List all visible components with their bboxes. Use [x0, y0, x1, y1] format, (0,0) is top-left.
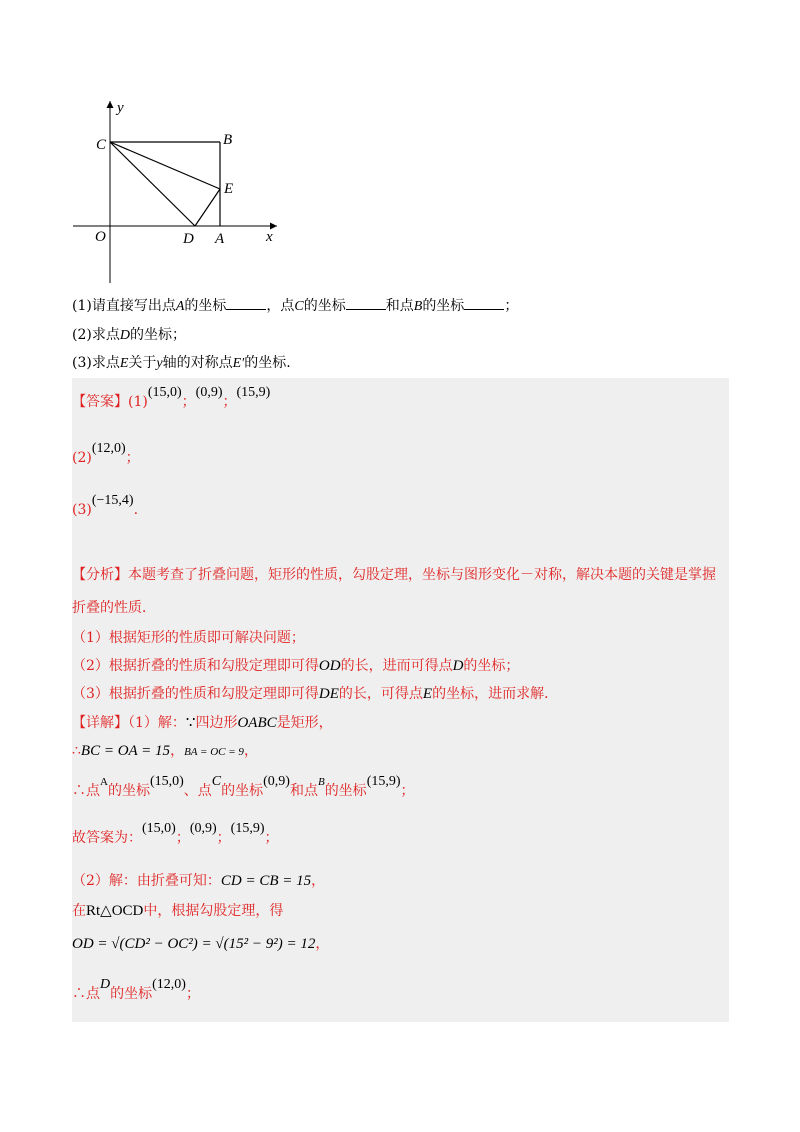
math-bc-eq: BC = OA = 15: [80, 743, 171, 759]
detail-line-4: [72, 821, 279, 849]
point-a: A: [100, 776, 108, 788]
q2-text: 的坐标；: [129, 327, 186, 343]
detail-line-7: [72, 934, 329, 954]
answer-blank-b: [464, 297, 504, 310]
answer-line-2: [72, 441, 140, 469]
separator: ，: [315, 936, 330, 952]
q1-text: 的坐标: [184, 298, 227, 314]
separator: ；: [185, 986, 200, 1002]
separator: ，: [243, 743, 258, 759]
detail-text: 在: [72, 903, 86, 919]
coord-b: (15,9): [236, 385, 271, 400]
detail-line-5: [72, 871, 325, 891]
detail-tag: 【详解】: [72, 715, 128, 731]
segment-cd: [110, 142, 195, 226]
rectangle-fold-diagram: [65, 95, 285, 285]
y-axis-arrow: [107, 101, 114, 108]
math-od: OD: [318, 658, 341, 674]
analysis-tag: 【分析】: [72, 567, 128, 583]
label-b: B: [223, 132, 233, 148]
answer-line-3: [72, 493, 139, 521]
answer-blank-a: [226, 297, 266, 310]
math-triangle-ocd: Rt△OCD: [86, 903, 144, 919]
label-d: D: [183, 231, 194, 247]
segment-ce: [110, 142, 220, 189]
solution-panel: [72, 378, 729, 1022]
because-symbol: ∵: [185, 715, 196, 731]
detail-text: ∴点: [72, 783, 100, 799]
analysis-text: （2）根据折叠的性质和勾股定理即可得: [72, 658, 319, 674]
separator: ；: [125, 450, 140, 466]
analysis-line-1: [72, 565, 716, 585]
q1-text: 和点: [385, 298, 414, 314]
label-a: A: [215, 231, 225, 247]
label-y: y: [117, 100, 124, 116]
answer-1-prefix: (1): [128, 394, 148, 410]
analysis-text: 本题考查了折叠问题，矩形的性质，勾股定理，坐标与图形变化－对称，解决本题的关键是掌握: [128, 567, 716, 583]
coord-b: (15,9): [230, 821, 265, 836]
detail-text: 的坐标: [324, 783, 367, 799]
analysis-line-5: [72, 684, 558, 704]
analysis-line-4: [72, 656, 519, 676]
detail-text: （2）解：由折叠可知：: [72, 873, 221, 889]
math-de: DE: [318, 686, 339, 702]
math-pythagoras: OD = √(CD² − OC²) = √(15² − 9²) = 12: [72, 936, 316, 952]
label-o: O: [95, 229, 106, 245]
point-b: B: [317, 776, 325, 788]
therefore-symbol: ∴: [72, 743, 81, 759]
point-d: D: [100, 977, 111, 992]
q1-text: 的坐标: [303, 298, 346, 314]
q3-text: 关于: [128, 355, 157, 371]
analysis-text: 的长，可得点: [338, 686, 423, 702]
q3-text: 轴的对称点: [162, 355, 233, 371]
detail-text: 和点: [289, 783, 318, 799]
math-oabc: OABC: [237, 715, 277, 731]
separator: .: [133, 502, 139, 518]
analysis-text: 的长，进而可得点: [340, 658, 453, 674]
analysis-line-3: [72, 628, 305, 648]
segment-de: [195, 189, 220, 226]
separator: ；: [264, 830, 279, 846]
analysis-text: 折叠的性质．: [72, 600, 156, 616]
coordinate-figure: [65, 95, 285, 285]
coord-d: (12,0): [152, 977, 186, 992]
detail-text: ∴点: [72, 986, 100, 1002]
detail-line-6: [72, 901, 283, 921]
detail-text: 、点: [183, 783, 212, 799]
coord-c: (0,9): [189, 821, 217, 836]
q1-point-b: B: [413, 299, 423, 314]
answer-line-1: [72, 385, 271, 413]
question-2: [72, 326, 186, 345]
q3-text: 的坐标.: [244, 355, 291, 371]
q3-y: y: [156, 356, 163, 371]
separator: ，: [170, 743, 185, 759]
detail-text: 的坐标: [221, 783, 264, 799]
answer-blank-c: [346, 297, 386, 310]
q1-point-c: C: [294, 299, 304, 314]
analysis-text: 的坐标；: [463, 658, 520, 674]
coord-e-prime: (−15,4): [91, 493, 134, 508]
coord-c: (0,9): [263, 774, 290, 789]
detail-text: （1）解：: [128, 715, 186, 731]
detail-text: 是矩形，: [276, 715, 333, 731]
analysis-text: 的坐标，进而求解．: [432, 686, 559, 702]
detail-line-1: [72, 713, 333, 733]
answer-2-prefix: (2): [72, 450, 92, 466]
q2-text: (2)求点: [72, 327, 120, 343]
answer-3-prefix: (3): [72, 502, 92, 518]
detail-line-3: [72, 774, 415, 802]
label-c: C: [96, 137, 107, 153]
q1-text: ，点: [266, 298, 295, 314]
separator: ；: [181, 394, 196, 410]
coord-a: (15,0): [147, 385, 182, 400]
analysis-line-2: [72, 598, 156, 618]
coord-a: (15,0): [149, 774, 184, 789]
math-e: E: [422, 686, 433, 702]
separator: ，: [311, 873, 326, 889]
q3-point-e: E: [119, 356, 129, 371]
label-e: E: [224, 181, 234, 197]
detail-text: 四边形: [195, 715, 238, 731]
q2-point-d: D: [119, 328, 130, 343]
analysis-text: （1）根据矩形的性质即可解决问题；: [72, 630, 305, 646]
question-1: [72, 297, 518, 316]
separator: ；: [222, 394, 237, 410]
q3-text: (3)求点: [72, 355, 120, 371]
math-d: D: [452, 658, 464, 674]
label-x: x: [266, 229, 273, 245]
detail-text: 中，根据勾股定理，得: [143, 903, 284, 919]
question-3: [72, 354, 291, 373]
analysis-text: （3）根据折叠的性质和勾股定理即可得: [72, 686, 319, 702]
q1-text: (1)请直接写出点: [72, 298, 176, 314]
detail-line-2: [72, 741, 258, 762]
coord-a: (15,0): [142, 821, 176, 836]
separator: ；: [400, 783, 415, 799]
math-cd-eq: CD = CB = 15: [220, 873, 312, 889]
q3-point-e-prime: E′: [232, 356, 245, 371]
answer-tag: 【答案】: [72, 394, 128, 410]
coord-c: (0,9): [195, 385, 223, 400]
q1-text: 的坐标: [422, 298, 465, 314]
detail-text: 的坐标: [107, 783, 150, 799]
math-ba-eq: BA = OC = 9: [184, 746, 244, 758]
separator: ；: [175, 830, 190, 846]
detail-text: 的坐标: [110, 986, 153, 1002]
q1-text: ；: [504, 298, 519, 314]
detail-text: 故答案为：: [72, 830, 142, 846]
point-c: C: [211, 774, 222, 789]
detail-line-8: [72, 977, 200, 1005]
coord-d: (12,0): [91, 441, 126, 456]
q1-point-a: A: [175, 299, 185, 314]
separator: ；: [216, 830, 231, 846]
coord-b: (15,9): [366, 774, 401, 789]
